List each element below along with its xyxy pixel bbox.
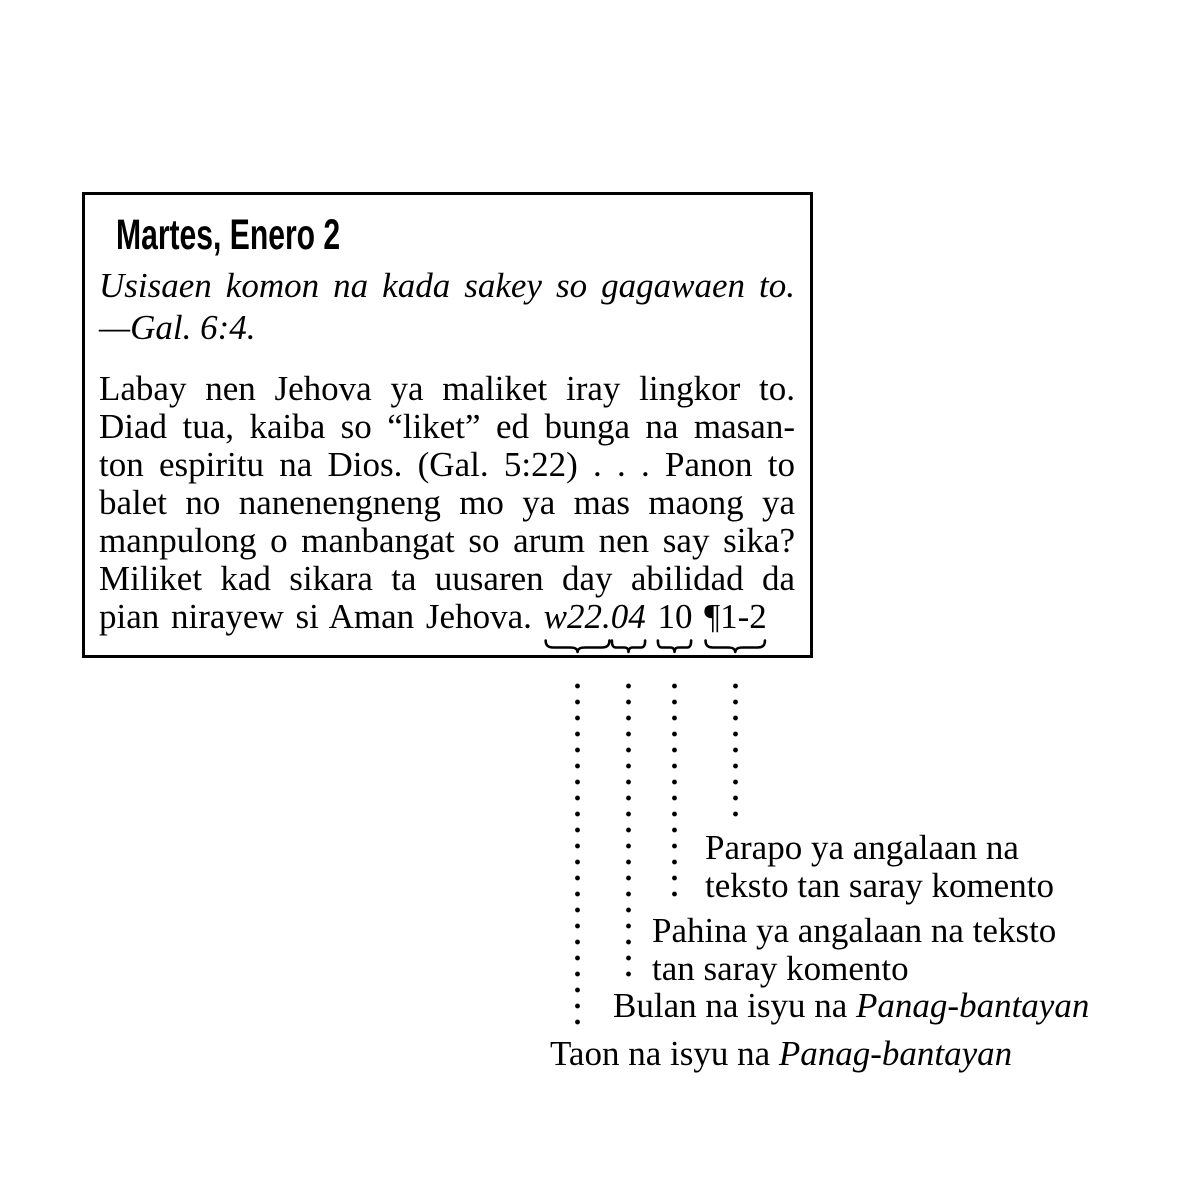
paragraph-callout-line: teksto tan saray komento [705, 866, 1054, 905]
body-line-citation [99, 598, 795, 636]
page-callout-line: tan saray komento [652, 949, 909, 988]
citation-year: w22. [543, 597, 611, 636]
scripture-line: Usisaen komon na kada sakey so gagawaen to. [99, 266, 795, 305]
page-underbrace-icon [657, 639, 692, 653]
month-callout-publication: Panag-bantayan [856, 986, 1090, 1025]
year-callout-text: Taon na isyu na [550, 1034, 771, 1073]
body-line: Miliket kad sikara ta uusaren day abilidad da [99, 559, 795, 598]
citation-paragraphs-segment [704, 598, 767, 636]
comment-paragraph [99, 370, 795, 636]
citation-month-segment [611, 598, 646, 636]
body-line: Labay nen Jehova ya maliket iray lingkor to. [99, 369, 795, 408]
body-line: manpulong o manbangat so arum nen say sika? [99, 521, 795, 560]
paragraph-callout-label [705, 829, 1054, 905]
body-line-text: pian nirayew si Aman Jehova. [99, 597, 532, 636]
year-underbrace-icon [544, 639, 611, 653]
citation-page: 10 [657, 597, 693, 636]
year-callout-label [550, 1035, 1012, 1073]
page-callout-label [652, 912, 1056, 988]
month-leader-dotted-line [626, 678, 631, 982]
body-line: ton espiritu na Dios. (Gal. 5:22) . . . Panon to [99, 445, 795, 484]
daily-text-card [82, 192, 813, 658]
month-underbrace-icon [611, 639, 646, 653]
paragraphs-underbrace-icon [704, 639, 767, 653]
theme-scripture [99, 265, 795, 349]
month-callout-label [613, 987, 1089, 1025]
month-callout-text: Bulan na isyu na [613, 986, 848, 1025]
citation-page-segment [657, 598, 692, 636]
date-heading: Martes, Enero 2 [116, 211, 341, 259]
body-line: Diad tua, kaiba so “liket” ed bunga na masan- [99, 407, 795, 446]
paragraph-callout-line: Parapo ya angalaan na [705, 828, 1019, 867]
citation-month: 04 [610, 597, 646, 636]
year-leader-dotted-line [575, 678, 580, 1030]
page-leader-dotted-line [672, 678, 677, 902]
year-callout-publication: Panag-bantayan [778, 1034, 1013, 1073]
body-line: balet no nanenengneng mo ya mas maong ya [99, 483, 795, 522]
citation-paragraphs: ¶1-2 [704, 597, 767, 636]
citation-year-segment [544, 598, 611, 636]
paragraphs-leader-dotted-line [733, 678, 738, 822]
page-callout-line: Pahina ya angalaan na teksto [652, 911, 1057, 950]
scripture-reference: —Gal. 6:4. [99, 308, 256, 347]
